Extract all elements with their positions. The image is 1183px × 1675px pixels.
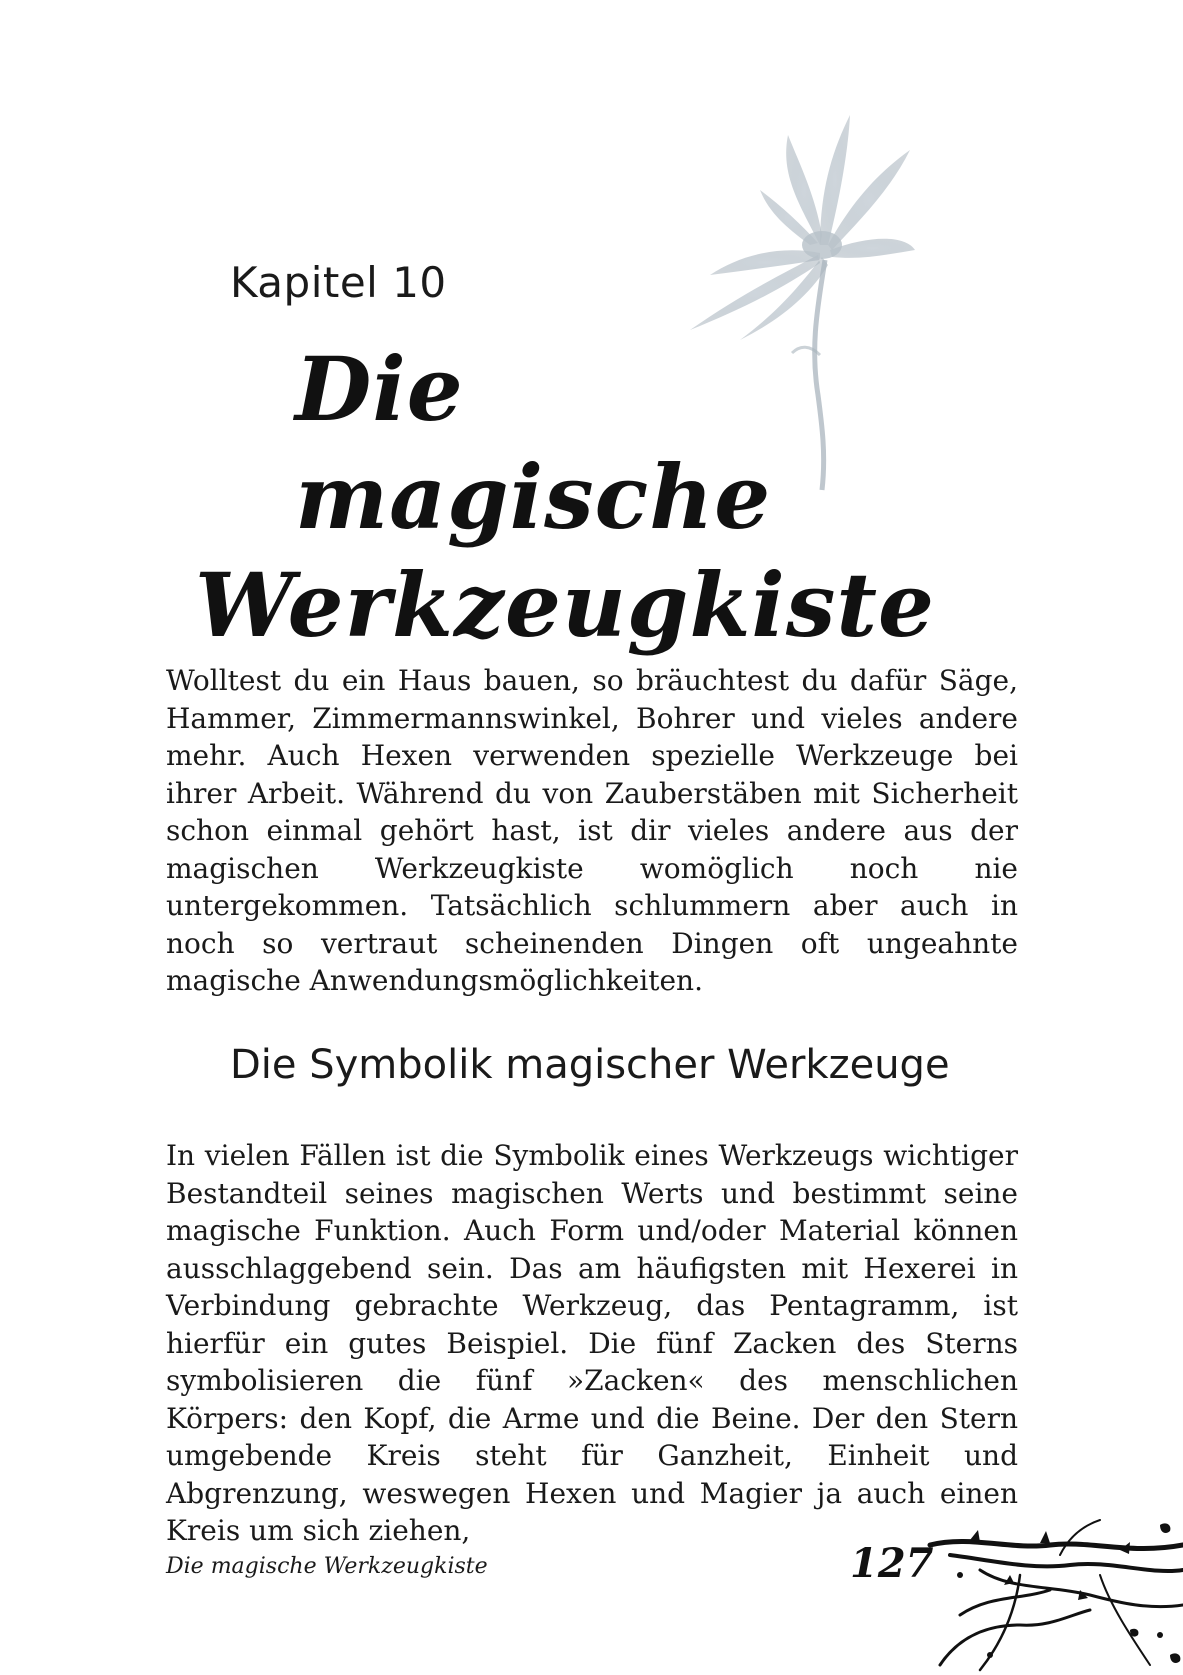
body-paragraph-1: Wolltest du ein Haus bauen, so bräuchtest du dafür Säge, Hammer, Zimmermannswinkel, Bohrer und vieles andere mehr. Auch Hexen verwenden spezielle Werkzeuge bei ihrer Arbeit. Während du von Zauberstäben mit Sicherheit schon einmal gehört hast, ist dir vieles andere aus der magischen Werkzeugkiste womöglich noch nie untergekommen. Tatsächlich schlummern aber auch in noch so vertraut scheinenden Dingen oft ungeahnte magische Anwendungsmöglichkeiten.: [166, 664, 1018, 997]
chapter-label: Kapitel 10: [230, 258, 447, 307]
body-paragraph-2: In vielen Fällen ist die Symbolik eines Werkzeugs wichtiger Bestandteil seines magischen Werts und bestimmt seine magische Funktion. Auch Form und/oder Material können ausschlaggebend sein. Das am häufigsten mit Hexerei in Verbindung gebrachte Werkzeug, das Pentagramm, ist hierfür ein gutes Beispiel. Die fünf Zacken des Sterns symbolisieren die fünf »Zacken« des menschlichen Körpers: den Kopf, die Arme und die Beine. Der den Stern umgebende Kreis steht für Ganzheit, Einheit und Abgrenzung, weswegen Hexen und Magier ja auch einen Kreis um sich ziehen,: [166, 1139, 1018, 1547]
running-footer-title: Die magische Werkzeugkiste: [166, 1554, 488, 1579]
page-number: 127: [850, 1540, 934, 1587]
chapter-title-line1: Die magische: [295, 337, 772, 549]
chapter-title-line2: Werkzeugkiste: [195, 553, 936, 657]
chapter-title: [195, 335, 936, 659]
section-heading: Die Symbolik magischer Werkzeuge: [230, 1042, 950, 1088]
thorny-vine-ornament: [920, 1515, 1183, 1675]
